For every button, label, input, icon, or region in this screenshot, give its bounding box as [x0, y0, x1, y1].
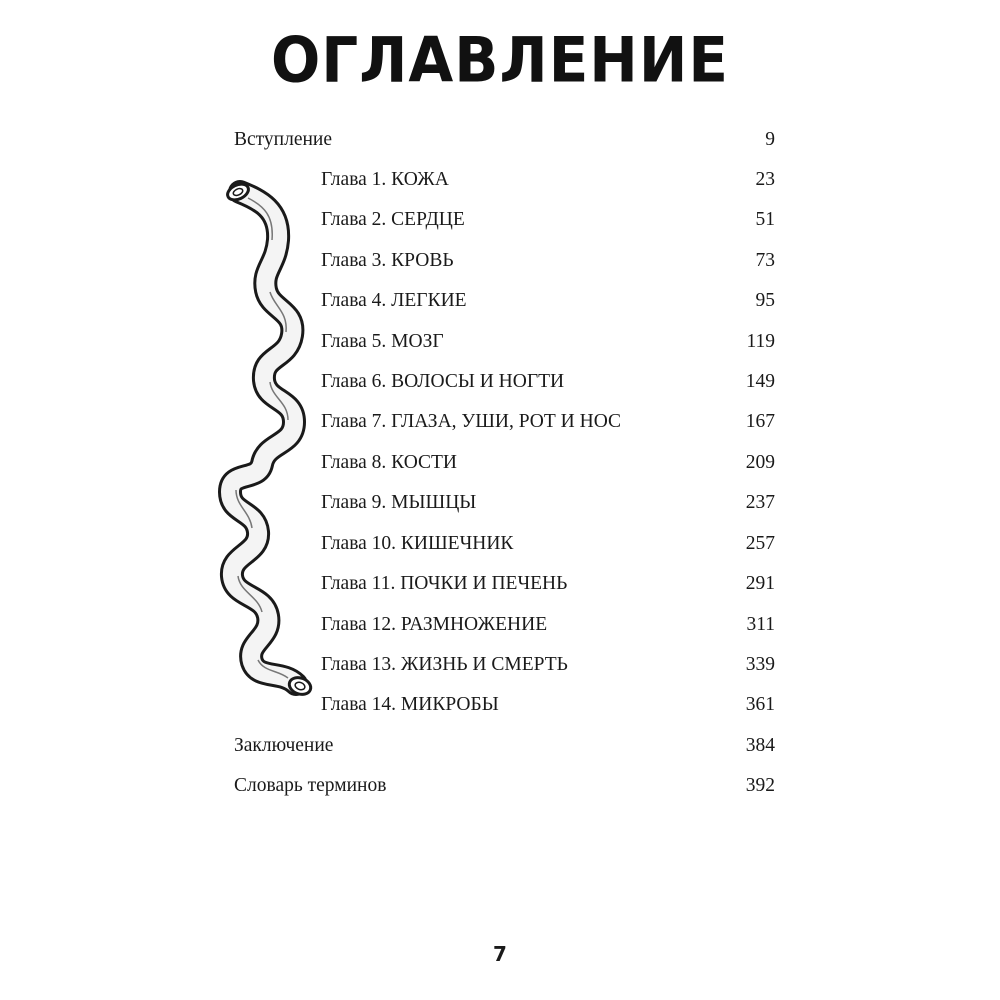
toc-entry-label: Глава 9. МЫШЦЫ [321, 492, 477, 513]
toc-entry-page: 237 [745, 492, 775, 513]
toc-entry-chapter-11[interactable] [321, 564, 775, 604]
toc-entry-label: Заключение [234, 735, 334, 756]
toc-entry-page: 9 [765, 129, 775, 150]
toc-entry-page: 167 [745, 411, 775, 432]
toc-entry-chapter-6[interactable] [321, 362, 775, 402]
toc-entry-chapter-3[interactable] [321, 241, 775, 281]
toc-entry-page: 257 [745, 533, 775, 554]
toc-entry-chapter-4[interactable] [321, 281, 775, 321]
toc-entry-page: 149 [745, 371, 775, 392]
toc-entry-page: 339 [745, 654, 775, 675]
toc-entry-label: Глава 3. КРОВЬ [321, 250, 454, 271]
toc-entry-chapter-13[interactable] [321, 645, 775, 685]
toc-entry-label: Глава 12. РАЗМНОЖЕНИЕ [321, 614, 548, 635]
toc-entry-label: Вступление [234, 129, 333, 150]
intestine-icon [200, 170, 330, 710]
toc-entry-chapter-5[interactable] [321, 322, 775, 362]
toc-entry-label: Глава 5. МОЗГ [321, 331, 444, 352]
toc-entry-chapter-10[interactable] [321, 524, 775, 564]
toc-entry-chapter-9[interactable] [321, 483, 775, 523]
toc-entry-page: 23 [755, 169, 775, 190]
toc-entry-label: Глава 10. КИШЕЧНИК [321, 533, 514, 554]
toc-entry-page: 209 [745, 452, 775, 473]
toc-entry-label: Словарь терминов [234, 775, 387, 796]
toc-entry-conclusion[interactable] [234, 726, 775, 766]
toc-entry-label: Глава 1. КОЖА [321, 169, 449, 190]
toc-entry-chapter-2[interactable] [321, 200, 775, 240]
toc-entry-label: Глава 2. СЕРДЦЕ [321, 209, 465, 230]
toc-entry-page: 392 [745, 775, 775, 796]
toc-entry-page: 95 [755, 290, 775, 311]
toc-entry-chapter-7[interactable] [321, 402, 775, 442]
toc-entry-intro[interactable] [234, 120, 775, 160]
toc-entry-chapter-1[interactable] [321, 160, 775, 200]
toc-entry-page: 119 [746, 331, 775, 352]
toc-entry-chapter-12[interactable] [321, 605, 775, 645]
toc-entry-page: 311 [746, 614, 775, 635]
toc-entry-page: 73 [755, 250, 775, 271]
toc-entry-label: Глава 11. ПОЧКИ И ПЕЧЕНЬ [321, 573, 568, 594]
toc-entry-page: 51 [755, 209, 775, 230]
toc-entry-chapter-14[interactable] [321, 685, 775, 725]
toc-entry-label: Глава 4. ЛЕГКИЕ [321, 290, 467, 311]
toc-entry-label: Глава 6. ВОЛОСЫ И НОГТИ [321, 371, 565, 392]
toc-entry-label: Глава 8. КОСТИ [321, 452, 458, 473]
toc-entry-page: 361 [745, 694, 775, 715]
toc-entry-glossary[interactable] [234, 766, 775, 806]
toc-entry-chapter-8[interactable] [321, 443, 775, 483]
toc-entry-label: Глава 13. ЖИЗНЬ И СМЕРТЬ [321, 654, 568, 675]
toc-entry-label: Глава 14. МИКРОБЫ [321, 694, 499, 715]
toc-entry-page: 384 [745, 735, 775, 756]
page-number: 7 [493, 942, 507, 966]
page-title: ОГЛАВЛЕНИЕ [270, 23, 730, 97]
toc-entry-page: 291 [745, 573, 775, 594]
toc-entry-label: Глава 7. ГЛАЗА, УШИ, РОТ И НОС [321, 411, 622, 432]
